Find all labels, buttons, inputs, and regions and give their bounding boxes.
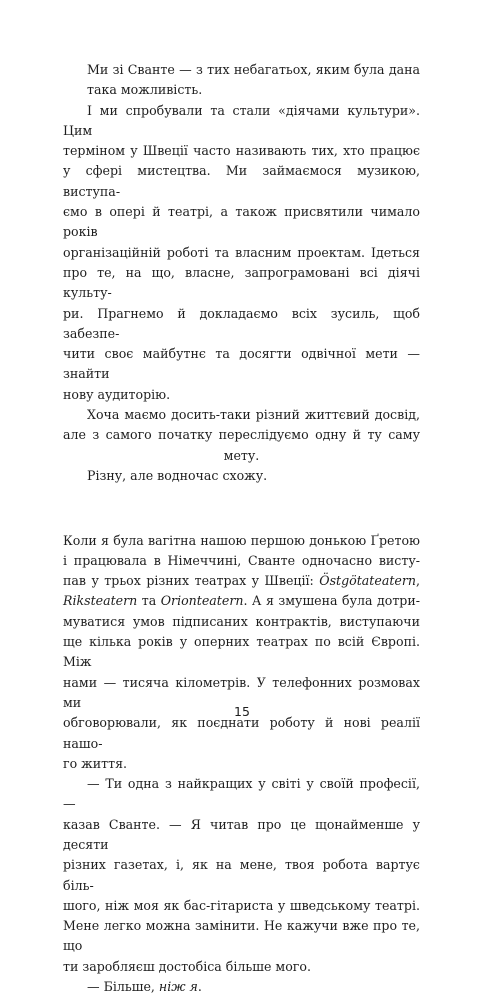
text-line: і працювала в Німеччині, Сванте одночасно висту- [63,552,420,568]
paragraph-7 [63,977,420,997]
paragraph-2 [63,101,420,405]
text-line: чити своє майбутнє та досягти одвічної мети — знайти [63,346,420,382]
paragraph-4 [63,466,420,486]
paragraph-1 [63,60,420,101]
text-line: у сфері мистецтва. Ми займаємося музикою, виступа- [63,163,420,199]
text-line: Хоча маємо досить-таки різний життєвий досвід, [87,407,420,423]
text-line: — Ти одна з найкращих у світі у своїй професії, — [63,776,420,812]
paragraph-5 [63,531,420,775]
text-line: муватися умов підписаних контрактів, виступаючи [63,613,420,629]
text-line: про те, на що, власне, запрограмовані всі діячі культу- [63,264,420,301]
body-text [63,60,420,997]
text-line: ємо в опері й театрі, а також присвятили чимало років [63,204,420,240]
text-line: Різну, але водночас схожу. [87,467,268,483]
text-line: різних газетах, і, як на мене, твоя робота вартує біль- [63,857,420,893]
text-line: казав Сванте. — Я читав про це щонайменше у десяти [63,816,420,852]
text-line: організаційній роботі та власним проектам. Ідеться [63,244,420,260]
text-line: — Більше, ніж я. [87,979,202,995]
text-line: але з самого початку переслідуємо одну й ту саму [63,427,420,443]
italic-text: Riksteatern [63,593,138,609]
text-line: ти заробляєш достобіса більше мого. [63,958,311,974]
text-line: нами — тисяча кілометрів. У телефонних розмовах ми [63,674,420,710]
section-break [63,486,420,510]
italic-text: Östgötateatern [319,573,416,589]
text-line: І ми спробували та стали «діячами культури». Цим [63,102,420,138]
text-line: така можливість. [87,82,203,98]
text-line: ри. Прагнемо й докладаємо всіх зусиль, щоб забезпе- [63,305,420,341]
text-line: обговорювали, як поєднати роботу й нові реалії нашо- [63,715,420,751]
text-line: мету. [223,447,260,463]
text-line: Коли я була вагітна нашою першою донькою Ґретою [63,532,420,548]
page-number: 15 [234,704,250,719]
italic-text: ніж я [158,979,198,995]
text-line: нову аудиторію. [63,386,171,402]
text-line: пав у трьох різних театрах у Швеції: Östgötateatern, [63,573,420,589]
text-line: терміном у Швеції часто називають тих, хто працює [63,143,420,159]
text-line: шого, ніж моя як бас-гітариста у шведському театрі. [63,897,420,913]
text-line: ще кілька років у оперних театрах по всій Європі. Між [63,634,420,670]
text-line: Riksteatern та Orionteatern. А я змушена була дотри- [63,593,420,609]
section-break-spacer [63,510,420,530]
text-line: го життя. [63,755,128,771]
text-line: Мене легко можна замінити. Не кажучи вже про те, що [63,918,420,954]
paragraph-6 [63,774,420,977]
text-line: Ми зі Сванте — з тих небагатьох, яким була дана [87,62,420,77]
paragraph-3 [63,405,420,466]
italic-text: Orionteatern [160,593,244,609]
